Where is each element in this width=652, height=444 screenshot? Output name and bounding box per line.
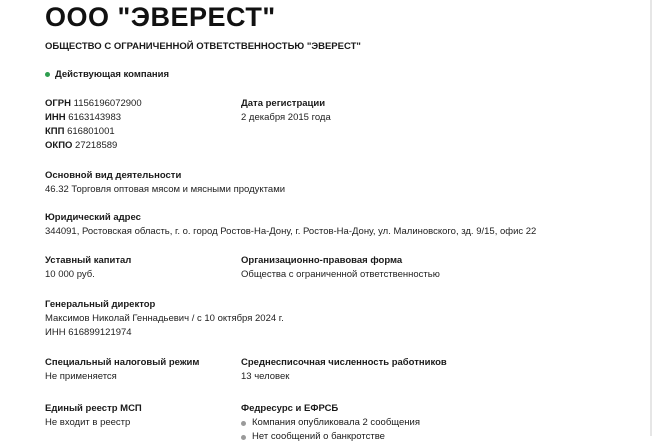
ogrn-label: ОГРН xyxy=(45,98,71,109)
ogrn-value[interactable]: 1156196072900 xyxy=(73,98,142,109)
employees-block xyxy=(241,356,447,384)
capital-label: Уставный капитал xyxy=(45,255,132,266)
director-block xyxy=(45,298,284,340)
msp-block xyxy=(45,402,142,430)
fedresurs-item: Нет сообщений о банкротстве xyxy=(252,431,385,442)
tax-regime-value: Не применяется xyxy=(45,371,117,382)
activity-block xyxy=(45,169,285,197)
registration-block xyxy=(241,97,331,125)
okpo-value[interactable]: 27218589 xyxy=(75,140,118,151)
tax-regime-block xyxy=(45,356,199,384)
director-value[interactable]: Максимов Николай Геннадьевич / с 10 октября 2024 г. xyxy=(45,313,284,324)
address-value[interactable]: 344091, Ростовская область, г. о. город Ростов-На-Дону, г. Ростов-На-Дону, ул. Малиновского, зд. 9/15, офис 22 xyxy=(45,226,537,237)
activity-label: Основной вид деятельности xyxy=(45,170,182,181)
company-status xyxy=(45,69,169,80)
list-item[interactable] xyxy=(241,430,420,444)
fedresurs-block xyxy=(241,402,420,444)
inn-label: ИНН xyxy=(45,112,66,123)
address-label: Юридический адрес xyxy=(45,212,141,223)
capital-block xyxy=(45,254,131,282)
director-inn: ИНН 616899121974 xyxy=(45,327,132,338)
company-title: ООО "ЭВЕРЕСТ" xyxy=(45,2,276,32)
status-label: Действующая компания xyxy=(55,69,170,80)
director-label: Генеральный директор xyxy=(45,299,156,310)
legal-form-label: Организационно-правовая форма xyxy=(241,255,403,266)
fedresurs-list xyxy=(241,416,420,444)
msp-label: Единый реестр МСП xyxy=(45,403,142,414)
status-dot-icon xyxy=(45,72,50,77)
ids-block xyxy=(45,97,142,153)
bullet-icon xyxy=(241,435,246,440)
kpp-value[interactable]: 616801001 xyxy=(67,126,115,137)
address-block xyxy=(45,211,536,239)
list-item[interactable] xyxy=(241,416,420,430)
kpp-label: КПП xyxy=(45,126,65,137)
fedresurs-label: Федресурс и ЕФРСБ xyxy=(241,403,339,414)
registration-value: 2 декабря 2015 года xyxy=(241,112,331,123)
msp-value: Не входит в реестр xyxy=(45,417,131,428)
tax-regime-label: Специальный налоговый режим xyxy=(45,357,200,368)
activity-value[interactable]: 46.32 Торговля оптовая мясом и мясными продуктами xyxy=(45,184,286,195)
legal-form-value: Общества с ограниченной ответственностью xyxy=(241,269,440,280)
capital-value: 10 000 руб. xyxy=(45,269,95,280)
bullet-icon xyxy=(241,421,246,426)
legal-form-block xyxy=(241,254,440,282)
okpo-label: ОКПО xyxy=(45,140,73,151)
employees-value: 13 человек xyxy=(241,371,290,382)
registration-label: Дата регистрации xyxy=(241,98,326,109)
fedresurs-item: Компания опубликовала 2 сообщения xyxy=(252,417,420,428)
company-full-name: ОБЩЕСТВО С ОГРАНИЧЕННОЙ ОТВЕТСТВЕННОСТЬЮ "ЭВЕРЕСТ" xyxy=(45,41,361,52)
employees-label: Среднесписочная численность работников xyxy=(241,357,447,368)
inn-value[interactable]: 6163143983 xyxy=(68,112,122,123)
